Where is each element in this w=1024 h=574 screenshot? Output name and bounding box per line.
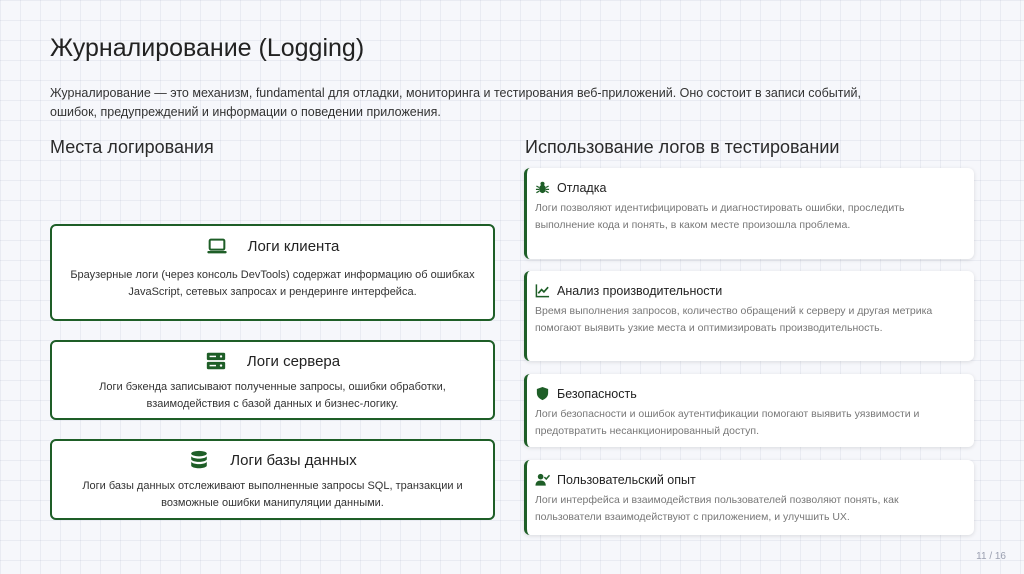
user-check-icon xyxy=(535,472,550,487)
user-experience-text: Логи интерфейса и взаимодействия пользователей позволяют понять, как пользователи взаимодействуют с приложением, и улучшить UX. xyxy=(535,494,899,523)
security-card xyxy=(524,374,974,447)
debugging-text: Логи позволяют идентифицировать и диагностировать ошибки, проследить выполнение кода и понять, в каком месте произошла проблема. xyxy=(535,202,905,231)
performance-text: Время выполнения запросов, количество обращений к серверу и другая метрика помогают выявить узкие места и оптимизировать производительность. xyxy=(535,305,933,334)
bug-icon xyxy=(535,180,550,195)
server-icon xyxy=(205,350,227,372)
client-logs-title: Логи клиента xyxy=(247,237,340,255)
laptop-icon xyxy=(206,235,228,257)
chart-line-icon xyxy=(535,283,550,298)
shield-icon xyxy=(535,386,550,401)
security-text: Логи безопасности и ошибок аутентификации помогают выявить уязвимости и предотвратить несанкционированный доступ. xyxy=(535,408,920,437)
debugging-title: Отладка xyxy=(557,180,607,195)
user-experience-title: Пользовательский опыт xyxy=(557,472,696,487)
slide-title: Журналирование (Logging) xyxy=(50,34,365,62)
server-logs-card xyxy=(50,340,495,420)
performance-card xyxy=(524,271,974,361)
client-logs-card xyxy=(50,224,495,321)
places-heading: Места логирования xyxy=(50,137,214,157)
client-logs-text: Браузерные логи (через консоль DevTools) содержат информацию об ошибках JavaScript, сетевых запросах и рендеринге интерфейса. xyxy=(70,269,475,298)
database-icon xyxy=(188,449,210,471)
page-counter: 11 / 16 xyxy=(976,551,1006,562)
database-logs-title: Логи базы данных xyxy=(230,451,357,469)
server-logs-text: Логи бэкенда записывают полученные запросы, ошибки обработки, взаимодействия с базой данных и бизнес-логику. xyxy=(99,381,446,410)
user-experience-card xyxy=(524,460,974,535)
performance-title: Анализ производительности xyxy=(557,283,723,298)
database-logs-card xyxy=(50,439,495,520)
server-logs-title: Логи сервера xyxy=(246,352,341,370)
debugging-card xyxy=(524,168,974,259)
intro-text: Журналирование — это механизм, fundamental для отладки, мониторинга и тестирования веб-приложений. Оно состоит в записи событий, ошибок, предупреждений и информации о поведении приложения. xyxy=(50,86,861,119)
usage-heading: Использование логов в тестировании xyxy=(525,137,840,157)
security-title: Безопасность xyxy=(557,386,637,401)
database-logs-text: Логи базы данных отслеживают выполненные запросы SQL, транзакции и возможные ошибки манипуляции данными. xyxy=(82,480,463,509)
